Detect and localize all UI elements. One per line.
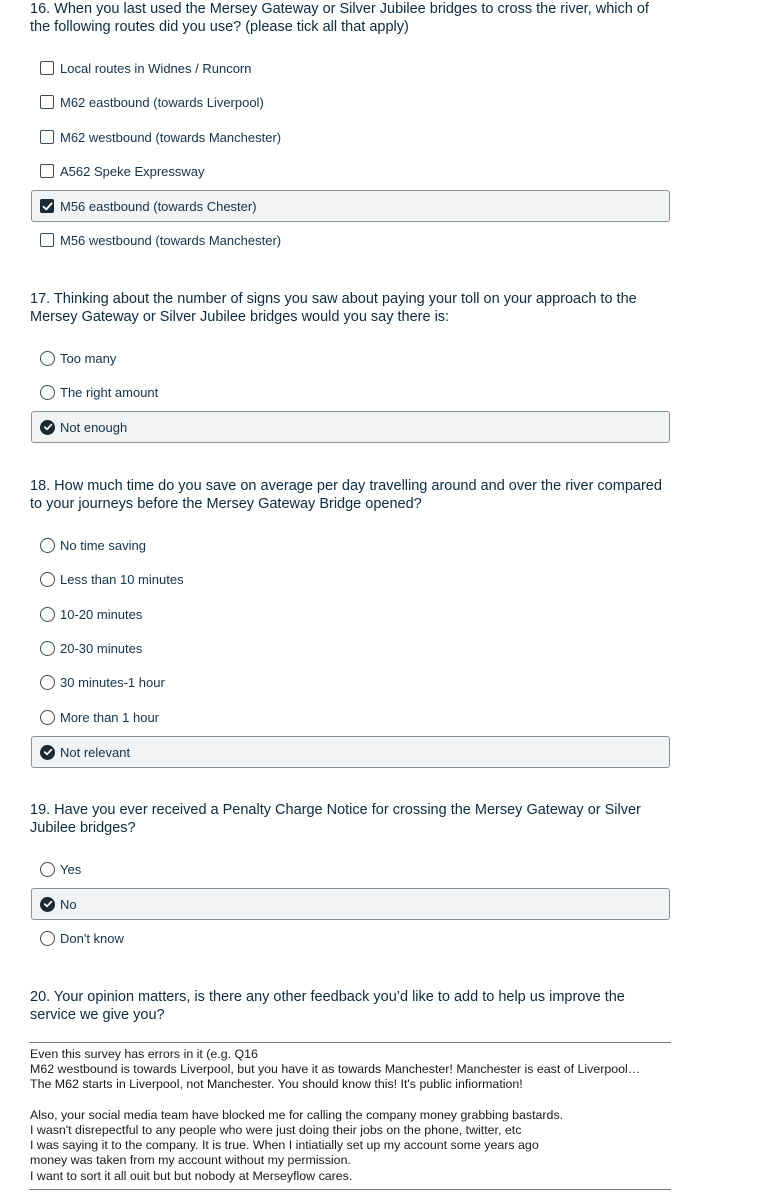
checkmark-icon <box>42 201 53 212</box>
q17-option-too-many[interactable] <box>31 342 670 374</box>
question-16-text: 16. When you last used the Mersey Gateway or Silver Jubilee bridges to cross the river, which of the following routes did you use? (please tick all that apply) <box>30 1 649 35</box>
checkbox[interactable] <box>40 130 54 144</box>
q17-option-right-amount[interactable] <box>31 376 670 408</box>
feedback-line: M62 westbound is towards Liverpool, but you have it as towards Manchester! Manchester is east of Liverpool… <box>30 1062 641 1077</box>
feedback-line: Also, your social media team have blocked me for calling the company money grabbing bastards. <box>30 1107 564 1122</box>
radio-button[interactable] <box>40 351 55 366</box>
radio-button[interactable] <box>40 385 55 400</box>
radio-button[interactable] <box>40 931 55 946</box>
option-label: No <box>60 896 77 912</box>
question-17 <box>30 290 670 326</box>
q16-option-m56-westbound[interactable] <box>31 224 670 256</box>
question-16 <box>30 0 670 36</box>
q18-option-more-than-1-hour[interactable] <box>31 701 670 733</box>
feedback-line: Even this survey has errors in it (e.g. Q16 <box>30 1047 258 1061</box>
option-label: Yes <box>60 861 82 877</box>
checkmark-icon <box>43 422 53 432</box>
q18-option-less-than-10[interactable] <box>31 563 670 595</box>
q18-option-10-20[interactable] <box>31 598 670 630</box>
radio-button[interactable] <box>40 675 55 690</box>
feedback-line: I want to sort it all ouit but but nobody at Merseyflow cares. <box>30 1168 353 1183</box>
feedback-blank-line <box>30 1093 670 1108</box>
option-label: Don't know <box>60 930 124 946</box>
feedback-line: The M62 starts in Liverpool, not Manchester. You should know this! It's public infiormation! <box>30 1077 523 1092</box>
q16-option-a562[interactable] <box>31 155 670 187</box>
checkbox[interactable] <box>40 164 54 178</box>
option-label: More than 1 hour <box>60 709 160 725</box>
option-label: Not enough <box>60 419 128 435</box>
question-20 <box>30 988 670 1024</box>
feedback-line: money was taken from my account without my permission. <box>30 1153 351 1168</box>
option-label: 10-20 minutes <box>60 606 143 622</box>
option-label: Too many <box>60 350 117 366</box>
q18-option-20-30[interactable] <box>31 632 670 664</box>
radio-button[interactable] <box>40 607 55 622</box>
q19-option-dont-know[interactable] <box>31 922 670 954</box>
option-label: M62 eastbound (towards Liverpool) <box>60 94 264 110</box>
option-label: No time saving <box>60 537 146 553</box>
checkmark-icon <box>43 747 53 757</box>
q16-option-m62-westbound[interactable] <box>31 121 670 153</box>
feedback-line: I wasn't disrepectful to any people who were just doing their jobs on the phone, twitter, etc <box>30 1122 522 1137</box>
radio-button-selected[interactable] <box>40 745 55 760</box>
q19-option-no[interactable] <box>31 888 670 920</box>
option-label: Local routes in Widnes / Runcorn <box>60 60 252 76</box>
option-label: A562 Speke Expressway <box>60 163 205 179</box>
checkbox[interactable] <box>40 233 54 247</box>
question-19 <box>30 801 670 837</box>
q18-option-no-time-saving[interactable] <box>31 529 670 561</box>
option-label: 20-30 minutes <box>60 640 143 656</box>
radio-button[interactable] <box>40 538 55 553</box>
option-label: M56 westbound (towards Manchester) <box>60 232 282 248</box>
question-20-text: 20. Your opinion matters, is there any other feedback you’d like to add to help us improve the service we give you? <box>30 989 625 1023</box>
feedback-textarea[interactable] <box>29 1042 671 1190</box>
option-label: M62 westbound (towards Manchester) <box>60 129 282 145</box>
q18-option-30-60[interactable] <box>31 666 670 698</box>
radio-button[interactable] <box>40 862 55 877</box>
radio-button[interactable] <box>40 641 55 656</box>
radio-button[interactable] <box>40 572 55 587</box>
option-label: 30 minutes-1 hour <box>60 674 165 690</box>
feedback-line: I was saying it to the company. It is true. When I intiatially set up my account some years ago <box>30 1138 539 1153</box>
question-18-text: 18. How much time do you save on average per day travelling around and over the river compared to your journeys before the Mersey Gateway Bridge opened? <box>30 478 662 512</box>
q19-option-yes[interactable] <box>31 853 670 885</box>
checkbox-checked[interactable] <box>40 199 54 213</box>
option-label: Not relevant <box>60 744 131 760</box>
question-19-text: 19. Have you ever received a Penalty Charge Notice for crossing the Mersey Gateway or Silver Jubilee bridges? <box>30 802 641 836</box>
option-label: M56 eastbound (towards Chester) <box>60 198 257 214</box>
option-label: Less than 10 minutes <box>60 571 184 587</box>
q16-option-m62-eastbound[interactable] <box>31 86 670 118</box>
q18-option-not-relevant[interactable] <box>31 736 670 768</box>
q17-option-not-enough[interactable] <box>31 411 670 443</box>
checkbox[interactable] <box>40 95 54 109</box>
radio-button-selected[interactable] <box>40 897 55 912</box>
option-label: The right amount <box>60 384 159 400</box>
radio-button[interactable] <box>40 710 55 725</box>
q16-option-m56-eastbound[interactable] <box>31 190 670 222</box>
checkbox[interactable] <box>40 61 54 75</box>
checkmark-icon <box>43 899 53 909</box>
question-18 <box>30 477 670 513</box>
q16-option-local-routes[interactable] <box>31 52 670 84</box>
radio-button-selected[interactable] <box>40 420 55 435</box>
question-17-text: 17. Thinking about the number of signs you saw about paying your toll on your approach to the Mersey Gateway or Silver Jubilee bridges would you say there is: <box>30 291 637 325</box>
